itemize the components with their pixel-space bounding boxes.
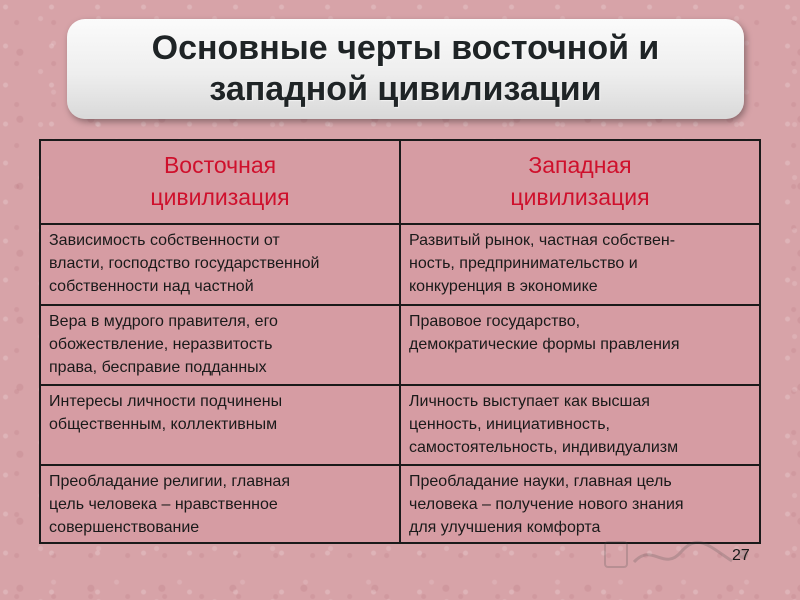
slide-title-line-1: Основные черты восточной и	[151, 29, 660, 67]
cell-text-line: права, бесправие подданных	[49, 359, 267, 376]
cell-text-line: обожествление, неразвитость	[49, 336, 273, 353]
cell-text-line: совершенствование	[49, 519, 200, 536]
cell-text-line: Личность выступает как высшая	[409, 393, 650, 410]
slide-title-box	[67, 19, 744, 119]
table-header-row	[40, 140, 760, 224]
eastern-header-line-1: Восточная	[163, 152, 277, 178]
eastern-ruler-cell	[40, 305, 400, 385]
cell-text-line: Вера в мудрого правителя, его	[49, 313, 278, 330]
western-header-line-2: цивилизация	[510, 184, 650, 210]
cell-text-line: конкуренция в экономике	[409, 278, 598, 295]
cell-text-line: Правовое государство,	[409, 313, 581, 330]
cell-text-line: для улучшения комфорта	[409, 519, 601, 536]
western-civilization-header	[400, 140, 760, 224]
table-row	[40, 224, 760, 305]
table-row	[40, 305, 760, 385]
cell-text-line: общественным, коллективным	[49, 416, 278, 433]
cell-text-line: человека – получение нового знания	[409, 496, 684, 513]
cell-text-line: собственности над частной	[49, 278, 254, 295]
western-science-cell	[400, 465, 760, 543]
cell-text-line: цель человека – нравственное	[49, 496, 278, 513]
cell-text-line: Интересы личности подчинены	[49, 393, 283, 410]
western-market-cell	[400, 224, 760, 305]
watermark-monitor-shape	[605, 542, 627, 567]
civilization-comparison-table	[39, 139, 761, 544]
cell-text-line: демократические формы правления	[409, 336, 680, 353]
cell-text-line: самостоятельность, индивидуализм	[409, 439, 679, 456]
table-row	[40, 465, 760, 543]
cell-text-line: ценность, инициативность,	[409, 416, 610, 433]
slide-title	[152, 28, 660, 110]
cell-text-line: Преобладание религии, главная	[49, 473, 290, 490]
cell-text-line: Преобладание науки, главная цель	[409, 473, 672, 490]
western-individual-cell	[400, 385, 760, 465]
table-row	[40, 385, 760, 465]
cell-text-line: власти, господство государственной	[49, 255, 320, 272]
slide-title-line-2: западной цивилизации	[209, 70, 602, 108]
eastern-property-cell	[40, 224, 400, 305]
eastern-civilization-header	[40, 140, 400, 224]
cell-text-line: Развитый рынок, частная собствен-	[409, 232, 676, 249]
eastern-header-line-2: цивилизация	[150, 184, 290, 210]
western-header-line-1: Западная	[528, 152, 632, 178]
western-law-cell	[400, 305, 760, 385]
watermark-wave-shape	[634, 542, 732, 562]
slide-page-number: 27	[732, 547, 750, 564]
eastern-collective-cell	[40, 385, 400, 465]
cell-text-line: ность, предпринимательство и	[409, 255, 638, 272]
cell-text-line: Зависимость собственности от	[49, 232, 280, 249]
eastern-religion-cell	[40, 465, 400, 543]
